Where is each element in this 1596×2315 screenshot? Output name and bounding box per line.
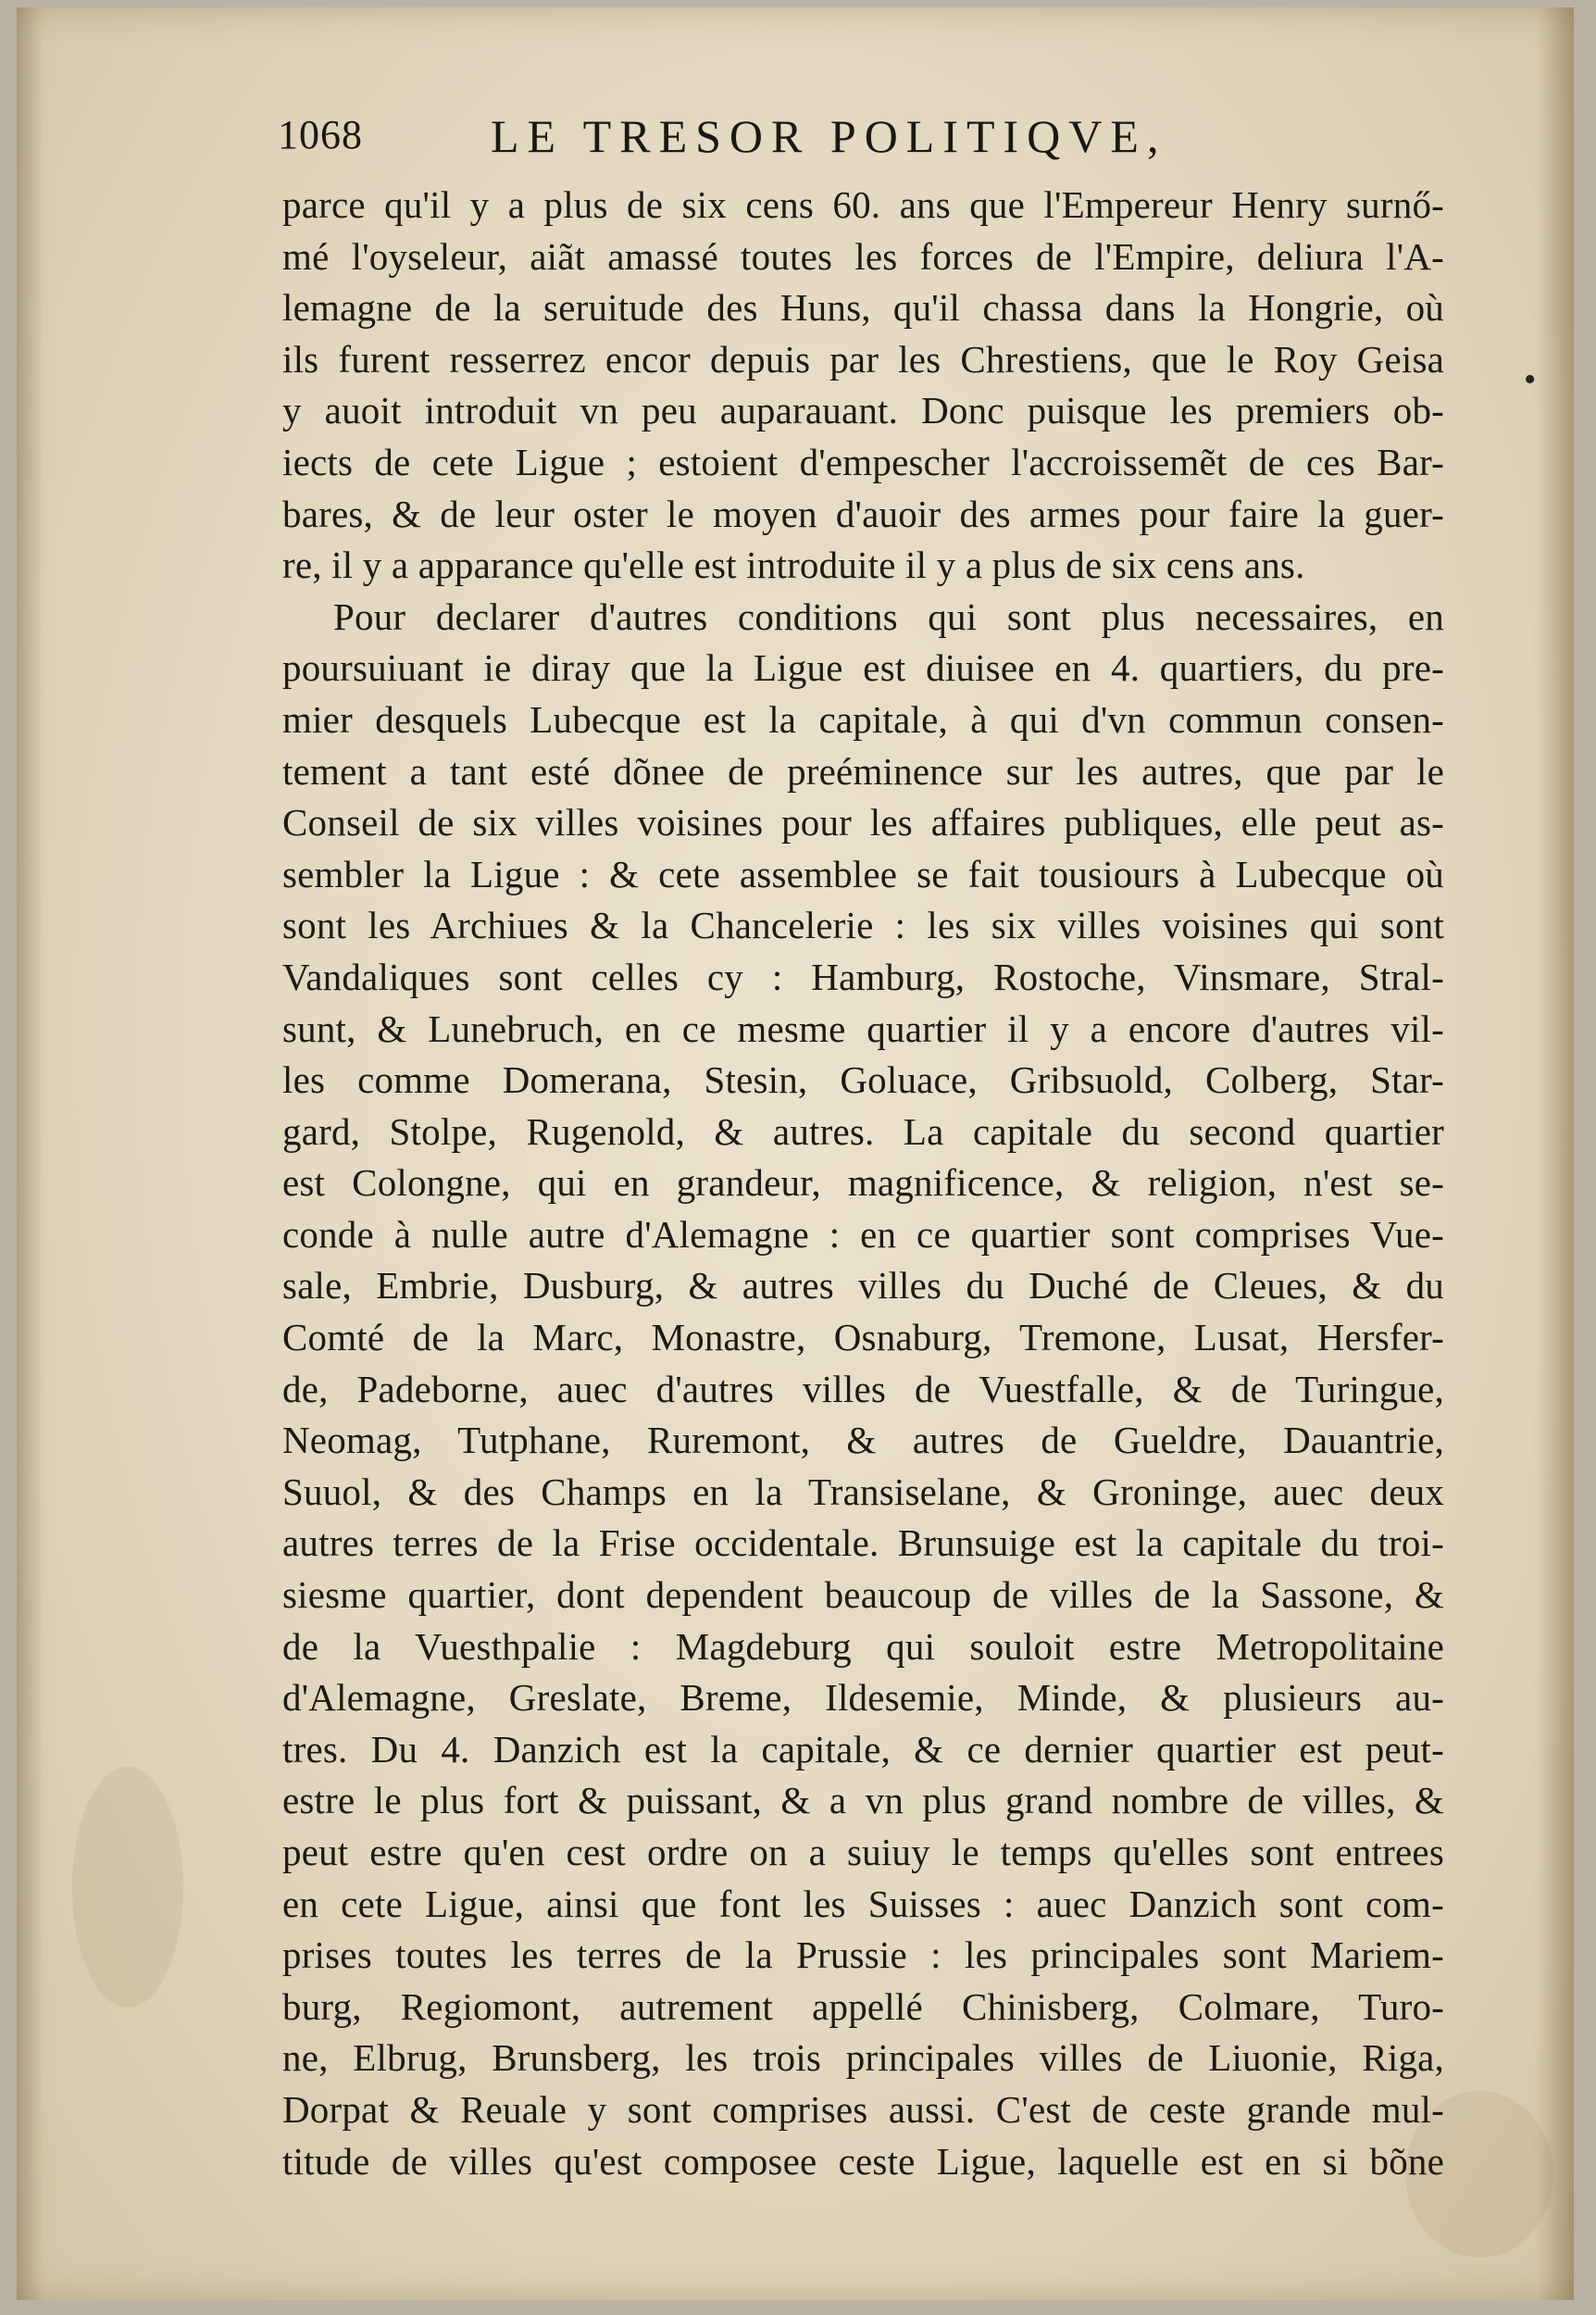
text-line: ils furent resserrez encor depuis par les Chrestiens, que le Roy Geisa <box>282 337 1444 381</box>
text-line: burg, Regiomont, autrement appellé Chinisberg, Colmare, Turo- <box>282 1984 1444 2028</box>
text-line: de, Padeborne, auec d'autres villes de Vuestfalle, & de Turingue, <box>282 1367 1444 1410</box>
text-line: sont les Archiues & la Chancelerie : les six villes voisines qui sont <box>282 904 1444 947</box>
text-line: Comté de la Marc, Monastre, Osnaburg, Tremone, Lusat, Hersfer- <box>282 1316 1444 1359</box>
text-line: tement a tant esté dõnee de preéminence sur les autres, que par le <box>282 749 1444 793</box>
text-line: sembler la Ligue : & cete assemblee se fait tousiours à Lubecque où <box>282 852 1444 895</box>
text-line: conde à nulle autre d'Alemagne : en ce quartier sont comprises Vue- <box>282 1212 1444 1256</box>
text-line: autres terres de la Frise occidentale. Brunsuige est la capitale du troi- <box>282 1521 1444 1565</box>
text-line: les comme Domerana, Stesin, Goluace, Gribsuold, Colberg, Star- <box>282 1058 1444 1102</box>
text-line: sale, Embrie, Dusburg, & autres villes du Duché de Cleues, & du <box>282 1264 1444 1308</box>
text-line: sunt, & Lunebruch, en ce mesme quartier il y a encore d'autres vil- <box>282 1007 1444 1050</box>
text-line: y auoit introduit vn peu auparauant. Donc puisque les premiers ob- <box>282 389 1444 432</box>
text-line: tres. Du 4. Danzich est la capitale, & ce dernier quartier est peut- <box>282 1727 1444 1771</box>
text-line: siesme quartier, dont dependent beaucoup de villes de la Sassone, & <box>282 1573 1444 1617</box>
text-line: peut estre qu'en cest ordre on a suiuy le temps qu'elles sont entrees <box>282 1831 1444 1873</box>
text-line: iects de cete Ligue ; estoient d'empescher l'accroissemẽt de ces Bar- <box>282 440 1444 483</box>
text-line: bares, & de leur oster le moyen d'auoir des armes pour faire la guer- <box>282 492 1444 535</box>
text-line: Dorpat & Reuale y sont comprises aussi. C'est de ceste grande mul- <box>282 2087 1444 2131</box>
text-line: gard, Stolpe, Rugenold, & autres. La capitale du second quartier <box>282 1109 1444 1153</box>
text-line: re, il y a apparance qu'elle est introduite il y a plus de six cens ans. <box>282 544 1305 587</box>
text-line: estre le plus fort & puissant, & a vn plus grand nombre de villes, & <box>282 1779 1444 1822</box>
text-line: ne, Elbrug, Brunsberg, les trois principales villes de Liuonie, Riga, <box>282 2036 1444 2080</box>
text-line: d'Alemagne, Greslate, Breme, Ildesemie, Minde, & plusieurs au- <box>282 1676 1444 1720</box>
text-line: est Colongne, qui en grandeur, magnificence, & religion, n'est se- <box>282 1161 1444 1205</box>
page-edge-shadow <box>1537 7 1574 2300</box>
text-line: mé l'oyseleur, aiãt amassé toutes les forces de l'Empire, deliura l'A- <box>282 234 1444 278</box>
text-line: mier desquels Lubecque est la capitale, à qui d'vn commun consen- <box>282 697 1444 741</box>
running-head <box>278 109 1296 165</box>
text-line: Neomag, Tutphane, Ruremont, & autres de Gueldre, Dauantrie, <box>282 1419 1444 1462</box>
text-line: lemagne de la seruitude des Huns, qu'il chassa dans la Hongrie, où <box>282 286 1444 330</box>
text-line: Conseil de six villes voisines pour les affaires publiques, elle peut as- <box>282 801 1444 845</box>
text-line: parce qu'il y a plus de six cens 60. ans que l'Empereur Henry surnő- <box>282 183 1444 226</box>
page-number: 1068 <box>278 112 363 157</box>
text-line: titude de villes qu'est composee ceste Ligue, laquelle est en si bõne <box>282 2139 1444 2183</box>
text-line: prises toutes les terres de la Prussie : les principales sont Mariem- <box>282 1933 1444 1977</box>
running-title: LE TRESOR POLITIQVE, <box>491 110 1167 162</box>
text-line: de la Vuesthpalie : Magdeburg qui souloit estre Metropolitaine <box>282 1624 1444 1668</box>
body-text <box>282 180 1444 2187</box>
paper-stain <box>72 1767 183 2008</box>
paragraph-first-line: Pour declarer d'autres conditions qui sont plus necessaires, en <box>333 594 1444 638</box>
margin-dot-mark: • <box>1524 360 1537 399</box>
page-gutter-shadow <box>17 7 44 2300</box>
text-line: Suuol, & des Champs en la Transiselane, & Groninge, auec deux <box>282 1470 1444 1513</box>
text-line: poursuiuant ie diray que la Ligue est diuisee en 4. quartiers, du pre- <box>282 646 1444 690</box>
text-line: Vandaliques sont celles cy : Hamburg, Rostoche, Vinsmare, Stral- <box>282 955 1444 998</box>
text-line: en cete Ligue, ainsi que font les Suisses : auec Danzich sont com- <box>282 1882 1444 1925</box>
